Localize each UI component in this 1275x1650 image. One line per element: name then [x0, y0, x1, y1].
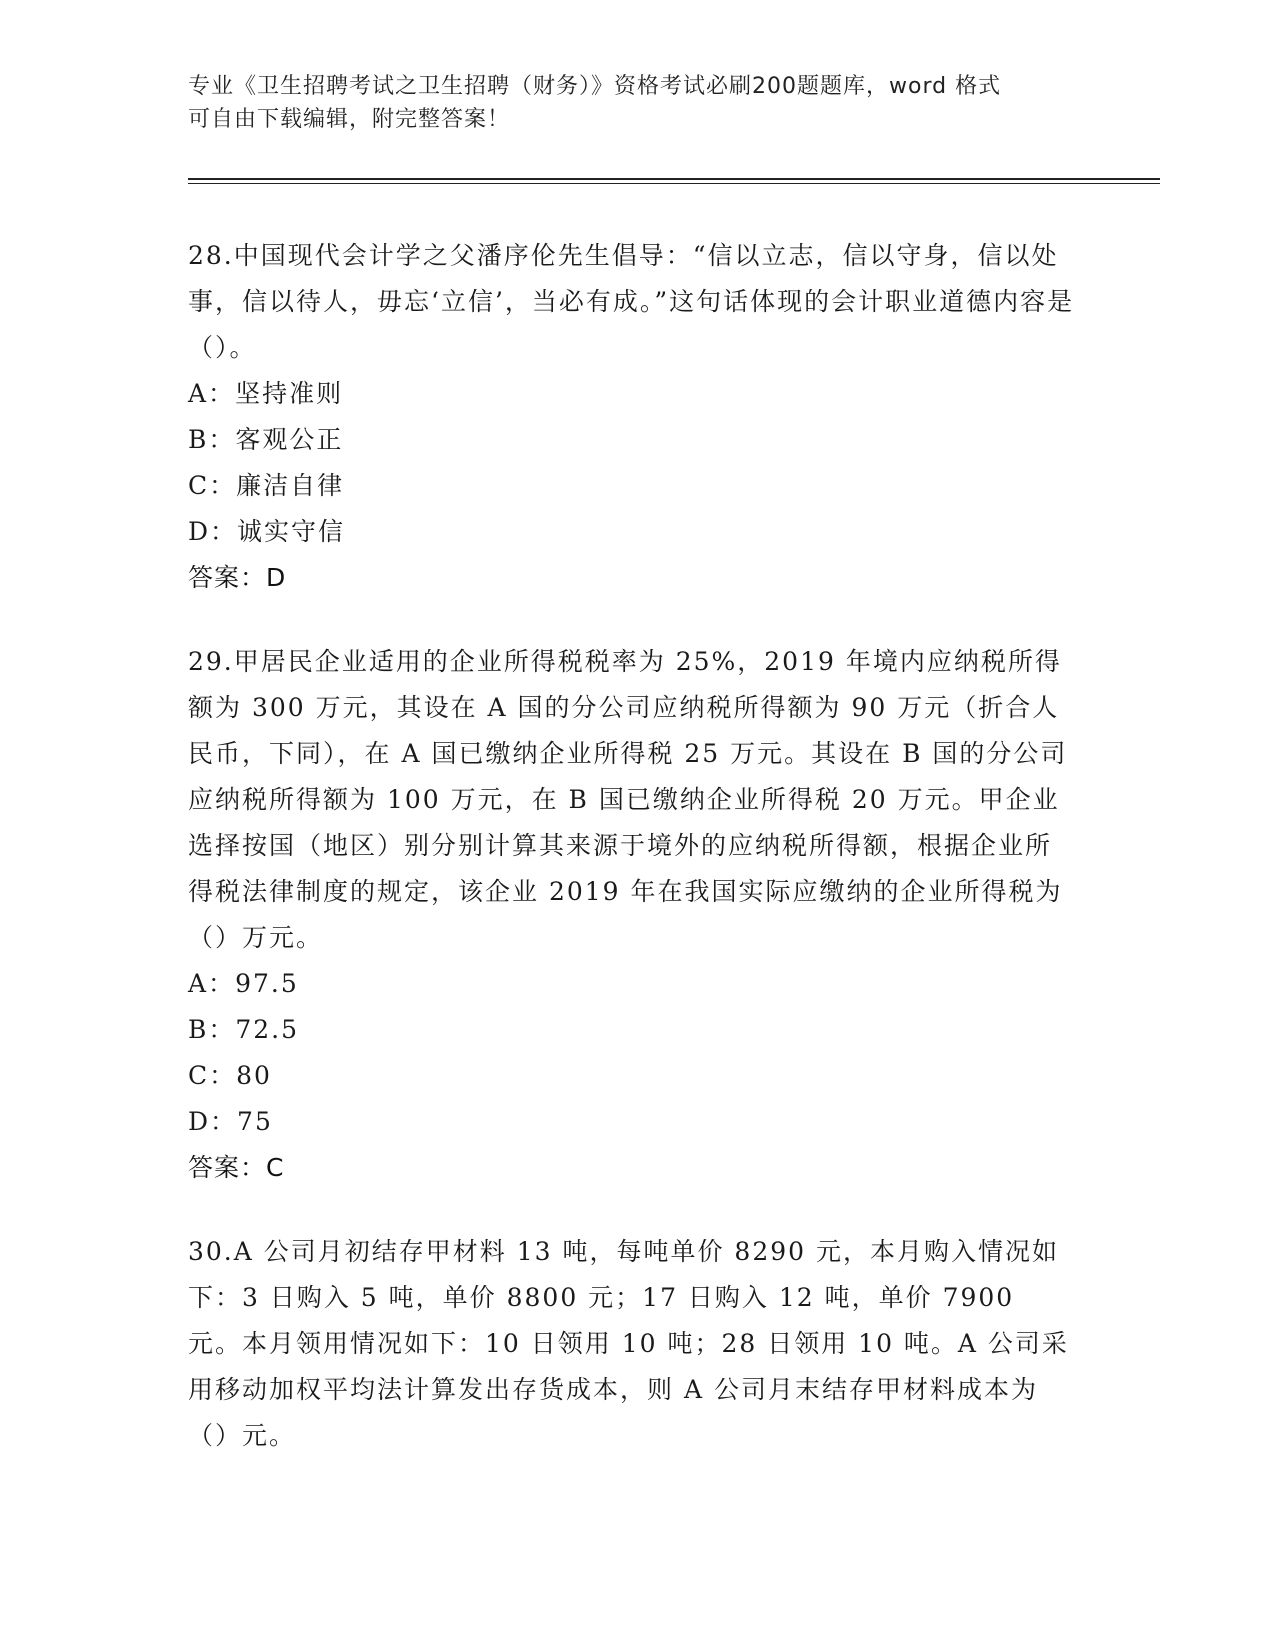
- option-key: D：: [188, 517, 238, 546]
- question-stem: 28.中国现代会计学之父潘序伦先生倡导：“信以立志，信以守身，信以处事，信以待人，毋忘‘立信’，当必有成。”这句话体现的会计职业道德内容是（）。: [188, 241, 1075, 362]
- option-d: [188, 509, 1078, 555]
- header-line-2: 可自由下载编辑，附完整答案！: [188, 107, 511, 132]
- document-header: [188, 70, 1068, 136]
- option-text: 客观公正: [235, 425, 344, 454]
- question-stem: 30.A 公司月初结存甲材料 13 吨，每吨单价 8290 元，本月购入情况如下：3 日购入 5 吨，单价 8800 元；17 日购入 12 吨，单价 7900 元。本月领用情况如下：10 日领用 10 吨；28 日领用 10 吨。A 公司采用移动加权平均法计算发出存货成本，则 A 公司月末结存甲材料成本为（）元。: [188, 1237, 1069, 1450]
- option-text: 坚持准则: [235, 379, 344, 408]
- answer-line: 答案：D: [188, 563, 287, 592]
- option-key: C：: [188, 471, 237, 500]
- question-stem: 29.甲居民企业适用的企业所得税税率为 25%，2019 年境内应纳税所得额为 300 万元，其设在 A 国的分公司应纳税所得额为 90 万元（折合人民币，下同），在 A 国已缴纳企业所得税 25 万元。其设在 B 国的分公司应纳税所得额为 100 万元，在 B 国已缴纳企业所得税 20 万元。甲企业选择按国（地区）别分别计算其来源于境外的应纳税所得额，根据企业所得税法律制度的规定，该企业 2019 年在我国实际应缴纳的企业所得税为（）万元。: [188, 647, 1068, 952]
- option-key: A：: [188, 969, 236, 998]
- question-29: [188, 639, 1078, 1191]
- option-text: 97.5: [235, 969, 299, 998]
- option-c: [188, 1053, 1078, 1099]
- header-divider-thin: [188, 183, 1160, 184]
- header-divider: [188, 178, 1160, 180]
- option-text: 75: [237, 1107, 273, 1136]
- option-b: [188, 1007, 1078, 1053]
- option-key: A：: [188, 379, 236, 408]
- question-30: [188, 1229, 1078, 1459]
- option-key: B：: [188, 425, 236, 454]
- option-key: C：: [188, 1061, 237, 1090]
- header-line-1: 专业《卫生招聘考试之卫生招聘（财务）》资格考试必刷200题题库，word 格式: [188, 74, 1002, 99]
- answer-line: 答案：C: [188, 1153, 285, 1182]
- option-text: 廉洁自律: [236, 471, 345, 500]
- option-a: [188, 961, 1078, 1007]
- option-b: [188, 417, 1078, 463]
- option-key: D：: [188, 1107, 238, 1136]
- option-c: [188, 463, 1078, 509]
- option-text: 80: [236, 1061, 272, 1090]
- option-key: B：: [188, 1015, 236, 1044]
- option-a: [188, 371, 1078, 417]
- question-28: [188, 233, 1078, 601]
- option-text: 诚实守信: [237, 517, 346, 546]
- option-text: 72.5: [235, 1015, 300, 1044]
- option-d: [188, 1099, 1078, 1145]
- question-list: [188, 233, 1078, 1497]
